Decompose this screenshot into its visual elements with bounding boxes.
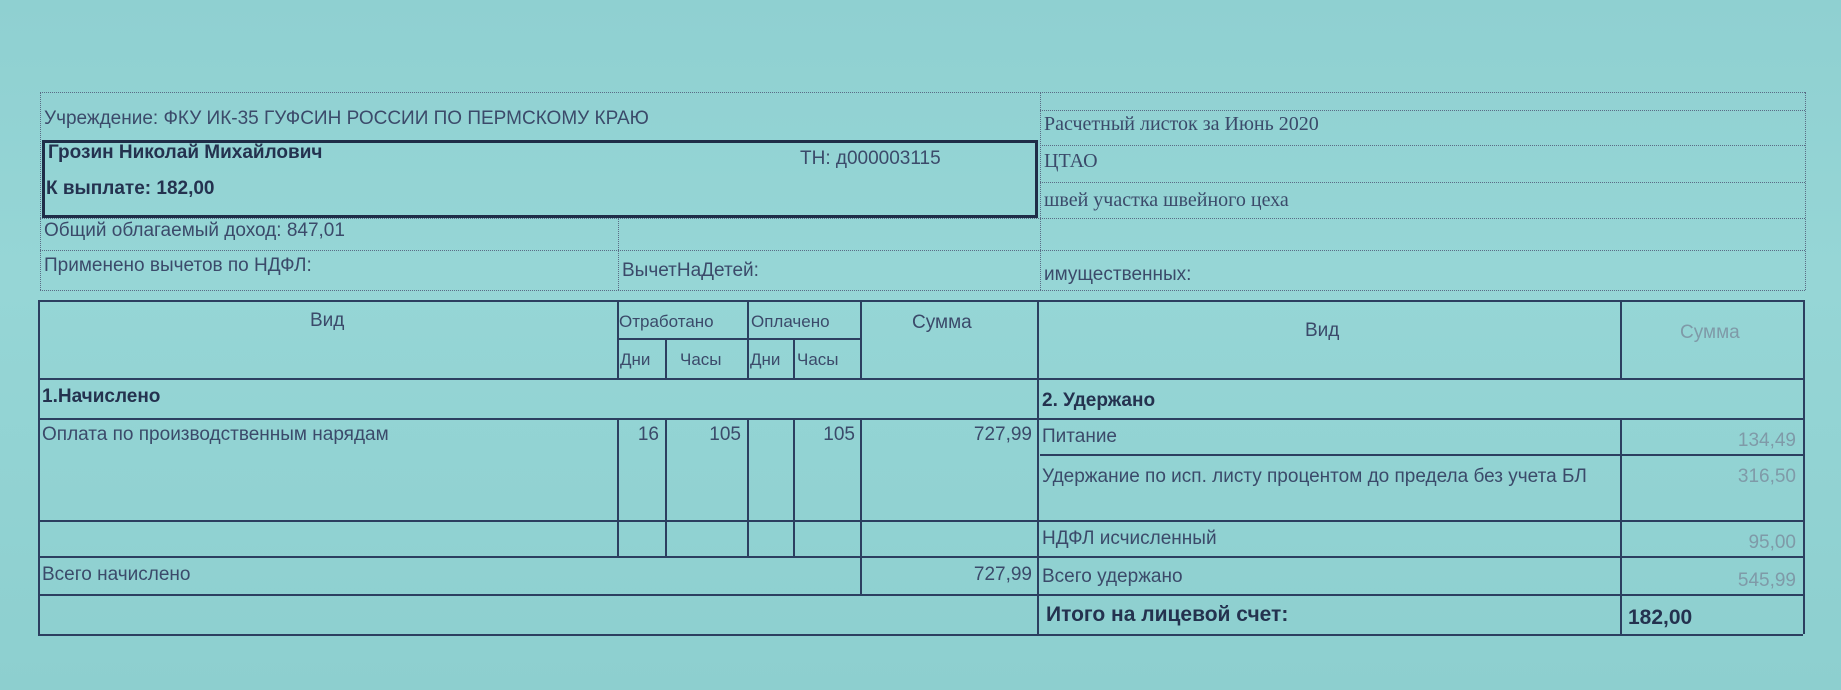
total-accrued-sum: 727,99 (973, 564, 1032, 585)
table-line (1803, 300, 1805, 634)
table-line (38, 378, 1803, 380)
header-line (40, 290, 1805, 291)
accrued-sum: 727,99 (973, 424, 1032, 445)
institution-label: Учреждение: ФКУ ИК-35 ГУФСИН РОССИИ ПО ПЕРМСКОМУ КРАЮ (44, 108, 649, 129)
header-line (40, 250, 1805, 251)
table-line (38, 556, 1803, 558)
deductions-applied: Применено вычетов по НДФЛ: (44, 255, 312, 276)
accrued-section-title: 1.Начислено (42, 386, 161, 407)
table-line (665, 338, 667, 378)
header-line (618, 218, 619, 290)
header-line (1805, 92, 1806, 290)
table-line (38, 300, 40, 634)
right-sum-header: Сумма (1680, 322, 1740, 343)
withheld-item-name: Питание (1042, 426, 1117, 447)
account-total-label: Итого на лицевой счет: (1046, 603, 1289, 626)
header-line (40, 218, 1805, 219)
table-line (1620, 418, 1622, 634)
table-line (1620, 300, 1622, 378)
table-line (617, 338, 860, 340)
header-line (1040, 182, 1805, 183)
account-total-value: 182,00 (1628, 606, 1693, 629)
to-pay-amount: К выплате: 182,00 (46, 178, 215, 199)
worked-header: Отработано (619, 312, 714, 331)
withheld-item-sum: 95,00 (1748, 532, 1796, 553)
withheld-item-name: НДФЛ исчисленный (1042, 528, 1217, 549)
right-type-header: Вид (1305, 320, 1340, 341)
withheld-item-name: Удержание по исп. листу процентом до предела без учета БЛ (1042, 466, 1587, 487)
worked-days-header: Дни (620, 350, 651, 369)
accrued-paid-hours: 105 (823, 424, 855, 445)
worked-hours-header: Часы (680, 350, 722, 369)
taxable-income: Общий облагаемый доход: 847,01 (44, 220, 345, 241)
withheld-item-sum: 316,50 (1737, 466, 1796, 487)
child-deduction: ВычетНаДетей: (622, 260, 759, 281)
payslip-title: Расчетный листок за Июнь 2020 (1044, 113, 1319, 135)
left-type-header: Вид (310, 310, 345, 331)
paid-header: Оплачено (751, 312, 830, 331)
total-accrued-label: Всего начислено (42, 564, 191, 585)
table-line (1040, 454, 1803, 456)
table-line (1037, 300, 1039, 634)
table-line (860, 300, 862, 378)
table-line (38, 520, 1803, 522)
table-line (747, 300, 749, 378)
accrued-days: 16 (637, 424, 659, 445)
property-deduction: имущественных: (1044, 264, 1192, 285)
table-line (38, 418, 1803, 420)
table-line (38, 594, 1803, 596)
header-line (1040, 110, 1805, 111)
paid-days-header: Дни (750, 350, 781, 369)
tab-number: ТН: д000003115 (800, 148, 941, 169)
withheld-item-sum: 134,49 (1737, 430, 1796, 451)
accrued-item-name: Оплата по производственным нарядам (42, 424, 389, 445)
employee-name: Грозин Николай Михайлович (48, 142, 323, 163)
position-label: швей участка швейного цеха (1044, 189, 1289, 211)
withheld-section-title: 2. Удержано (1042, 390, 1156, 411)
header-line (1040, 145, 1805, 146)
table-line (38, 634, 1803, 636)
header-line (40, 92, 1805, 93)
header-line (1040, 92, 1041, 290)
accrued-hours: 105 (709, 424, 741, 445)
left-sum-header: Сумма (912, 312, 972, 333)
header-line (40, 92, 41, 290)
table-line (38, 300, 1803, 302)
table-line (747, 418, 749, 556)
department-code: ЦТАО (1044, 150, 1098, 172)
paid-hours-header: Часы (797, 350, 839, 369)
total-withheld-sum: 545,99 (1737, 570, 1796, 591)
total-withheld-label: Всего удержано (1042, 566, 1183, 587)
table-line (793, 338, 795, 378)
